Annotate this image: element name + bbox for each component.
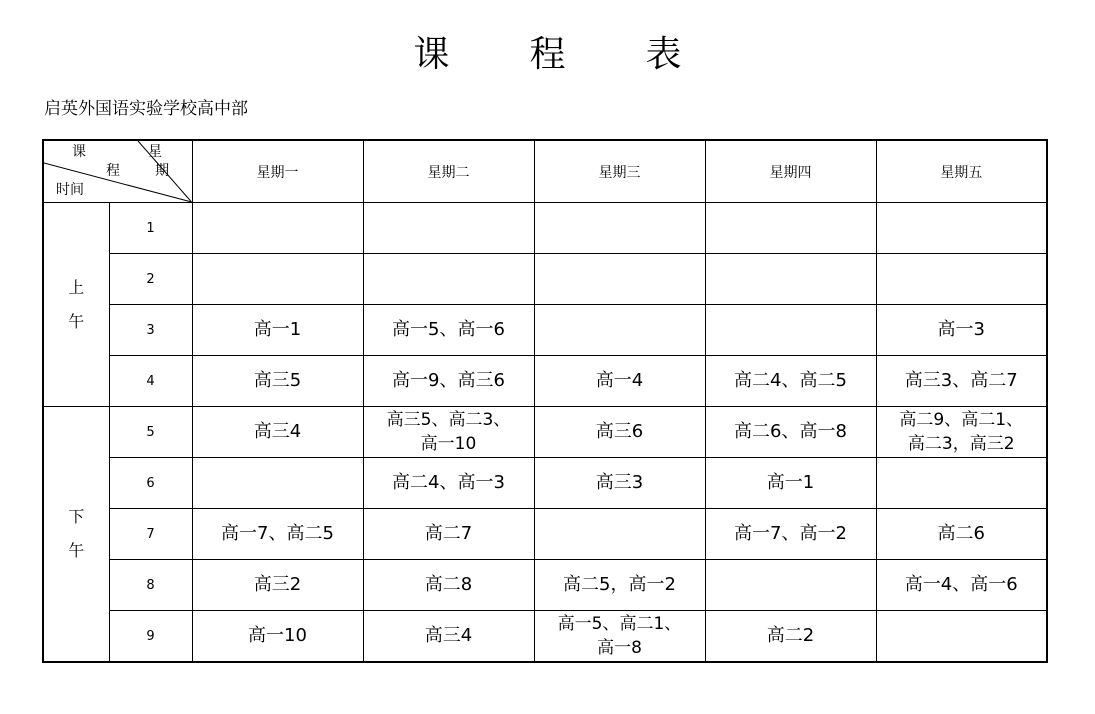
corner-course-top: 课	[72, 144, 86, 160]
period-number: 3	[109, 305, 192, 356]
schedule-cell	[363, 254, 534, 305]
title-char-2: 程	[529, 34, 566, 75]
title-char-3: 表	[645, 34, 682, 75]
table-row	[43, 407, 1047, 458]
school-name: 启英外国语实验学校高中部	[44, 99, 248, 119]
schedule-cell	[705, 560, 876, 611]
page-title	[0, 30, 1095, 80]
schedule-cell	[705, 305, 876, 356]
corner-star-top: 星	[148, 144, 162, 160]
table-row	[43, 356, 1047, 407]
title-char-1: 课	[413, 34, 450, 75]
corner-time: 时间	[56, 182, 84, 198]
schedule-cell: 高一4、高一6	[876, 560, 1047, 611]
period-number: 4	[109, 356, 192, 407]
day-header-fri: 星期五	[876, 140, 1047, 203]
session-morning	[43, 203, 109, 407]
period-number: 6	[109, 458, 192, 509]
table-row	[43, 254, 1047, 305]
corner-header	[43, 140, 192, 203]
schedule-cell	[876, 458, 1047, 509]
period-number: 7	[109, 509, 192, 560]
schedule-cell: 高一7、高一2	[705, 509, 876, 560]
schedule-cell: 高一1	[192, 305, 363, 356]
session-morning-char-2: 午	[68, 311, 85, 331]
schedule-cell: 高二8	[363, 560, 534, 611]
schedule-cell	[705, 254, 876, 305]
schedule-cell	[705, 203, 876, 254]
schedule-cell	[876, 611, 1047, 663]
schedule-cell: 高三5、高二3、 高一10	[363, 407, 534, 458]
schedule-cell: 高三6	[534, 407, 705, 458]
period-number: 9	[109, 611, 192, 663]
corner-period-mid: 期	[155, 163, 169, 179]
schedule-cell	[363, 203, 534, 254]
day-header-wed: 星期三	[534, 140, 705, 203]
schedule-cell	[534, 203, 705, 254]
schedule-cell	[534, 305, 705, 356]
schedule-cell: 高一7、高二5	[192, 509, 363, 560]
session-afternoon-char-1: 下	[68, 507, 85, 526]
schedule-cell: 高三4	[363, 611, 534, 663]
schedule-cell: 高一10	[192, 611, 363, 663]
table-row	[43, 458, 1047, 509]
session-afternoon	[43, 407, 109, 663]
schedule-cell: 高一3	[876, 305, 1047, 356]
schedule-cell: 高三3	[534, 458, 705, 509]
period-number: 2	[109, 254, 192, 305]
schedule-cell: 高二6	[876, 509, 1047, 560]
schedule-cell	[192, 458, 363, 509]
day-header-mon: 星期一	[192, 140, 363, 203]
schedule-cell: 高一9、高三6	[363, 356, 534, 407]
schedule-cell: 高一1	[705, 458, 876, 509]
day-header-thu: 星期四	[705, 140, 876, 203]
schedule-table	[42, 139, 1048, 663]
session-morning-char-1: 上	[68, 277, 85, 297]
schedule-cell	[876, 254, 1047, 305]
schedule-cell: 高二5，高一2	[534, 560, 705, 611]
schedule-cell	[534, 254, 705, 305]
schedule-cell: 高三4	[192, 407, 363, 458]
schedule-cell: 高二4、高一3	[363, 458, 534, 509]
table-row	[43, 560, 1047, 611]
schedule-cell: 高二9、高二1、 高二3，高三2	[876, 407, 1047, 458]
table-row	[43, 509, 1047, 560]
period-number: 5	[109, 407, 192, 458]
schedule-cell	[876, 203, 1047, 254]
schedule-cell: 高二4、高二5	[705, 356, 876, 407]
header-row	[43, 140, 1047, 203]
schedule-cell: 高一5、高一6	[363, 305, 534, 356]
schedule-cell: 高二7	[363, 509, 534, 560]
schedule-cell: 高三3、高二7	[876, 356, 1047, 407]
table-row	[43, 611, 1047, 663]
period-number: 1	[109, 203, 192, 254]
table-row	[43, 305, 1047, 356]
corner-course-mid: 程	[106, 163, 120, 179]
schedule-cell: 高三5	[192, 356, 363, 407]
schedule-cell	[534, 509, 705, 560]
period-number: 8	[109, 560, 192, 611]
day-header-tue: 星期二	[363, 140, 534, 203]
schedule-cell: 高二2	[705, 611, 876, 663]
schedule-cell	[192, 203, 363, 254]
schedule-cell: 高三2	[192, 560, 363, 611]
schedule-cell: 高一5、高二1、 高一8	[534, 611, 705, 663]
table-row	[43, 203, 1047, 254]
schedule-cell: 高二6、高一8	[705, 407, 876, 458]
schedule-cell: 高一4	[534, 356, 705, 407]
schedule-cell	[192, 254, 363, 305]
session-afternoon-char-2: 午	[68, 541, 85, 560]
